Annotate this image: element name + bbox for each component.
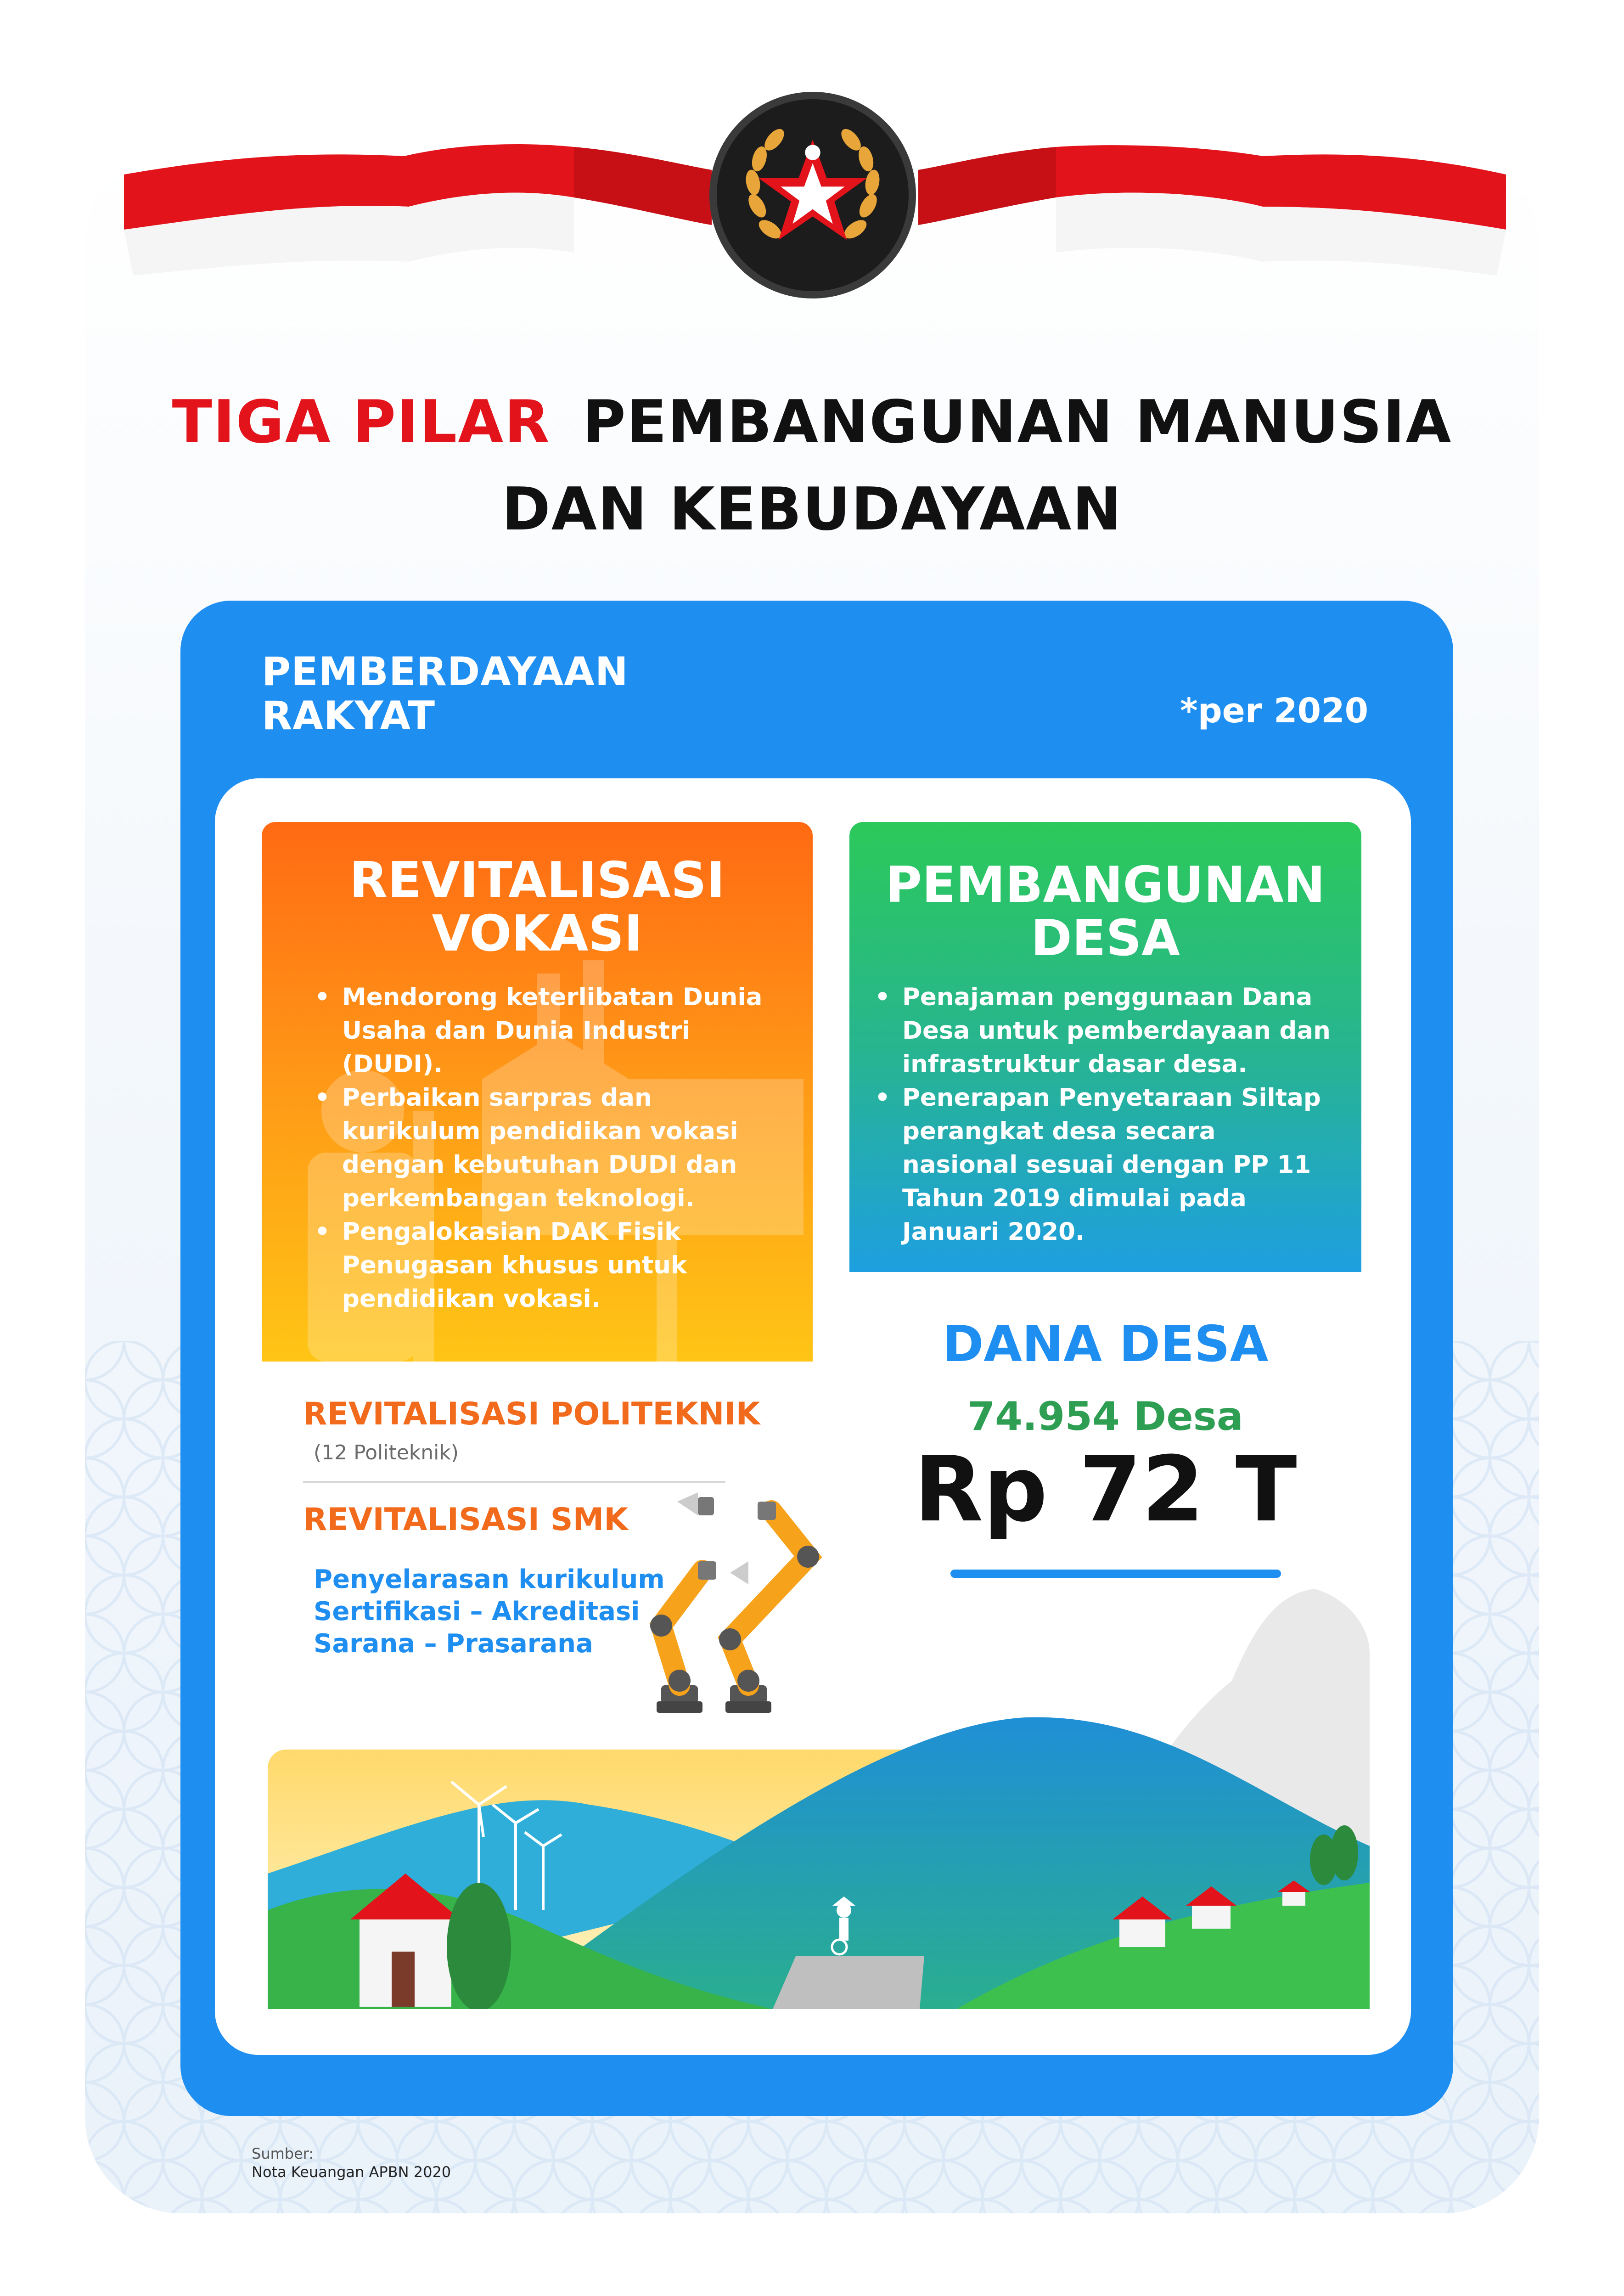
year-note: *per 2020: [1180, 691, 1369, 731]
source-label: Sumber:: [252, 2145, 314, 2162]
title-highlight: TIGA PILAR: [172, 388, 551, 456]
desa-heading-line-1: PEMBANGUNAN: [885, 856, 1326, 914]
politeknik-count: (12 Politeknik): [314, 1441, 459, 1464]
desa-count: 74.954 Desa: [967, 1394, 1243, 1440]
vokasi-heading-line-2: VOKASI: [432, 905, 643, 962]
desa-bullet: • Penerapan Penyetaraan Siltap perangkat desa secara nasional sesuai dengan PP 11 Tahun 2019 dimulai pada Januari 2020.: [875, 1081, 1338, 1249]
emblem-logo: [709, 92, 916, 298]
desa-heading-line-2: DESA: [1031, 910, 1180, 967]
vokasi-heading-line-1: REVITALISASI: [349, 852, 725, 909]
smk-label: REVITALISASI SMK: [303, 1502, 628, 1538]
vokasi-heading: [262, 854, 813, 961]
amount-underline: [950, 1570, 1281, 1578]
desa-bullet-list: [875, 980, 1338, 1249]
section-title-line-2: RAKYAT: [262, 693, 436, 739]
vokasi-bullet: • Mendorong keterlibatan Dunia Usaha dan Dunia Industri (DUDI).: [315, 980, 783, 1081]
source-text: Nota Keuangan APBN 2020: [252, 2163, 451, 2181]
section-title-line-1: PEMBERDAYAAN: [262, 649, 629, 695]
desa-bullet: • Penajaman penggunaan Dana Desa untuk pemberdayaan dan infrastruktur dasar desa.: [875, 980, 1338, 1081]
vokasi-bullet-list: [315, 980, 783, 1316]
page-title-line-1: [0, 388, 1624, 456]
smk-item: Sertifikasi – Akreditasi: [314, 1597, 640, 1626]
smk-item: Sarana – Prasarana: [314, 1629, 593, 1659]
section-title: [262, 650, 629, 738]
village-landscape-illustration: [268, 1589, 1370, 2009]
vokasi-box: [262, 822, 813, 1362]
title-rest: PEMBANGUNAN MANUSIA: [582, 388, 1452, 456]
divider: [303, 1481, 725, 1483]
page-title-line-2: DAN KEBUDAYAAN: [501, 475, 1123, 544]
desa-box: [849, 822, 1361, 1272]
smk-item: Penyelarasan kurikulum: [314, 1564, 665, 1594]
dana-desa-title: DANA DESA: [942, 1316, 1269, 1373]
politeknik-label: REVITALISASI POLITEKNIK: [303, 1396, 760, 1432]
vokasi-bullet: • Pengalokasian DAK Fisik Penugasan khusus untuk pendidikan vokasi.: [315, 1215, 783, 1316]
desa-heading: [849, 856, 1361, 967]
dana-desa-amount: Rp 72 T: [914, 1437, 1297, 1542]
source-note: [252, 2144, 451, 2181]
vokasi-bullet: • Perbaikan sarpras dan kurikulum pendidikan vokasi dengan kebutuhan DUDI dan perkembangan teknologi.: [315, 1081, 783, 1215]
